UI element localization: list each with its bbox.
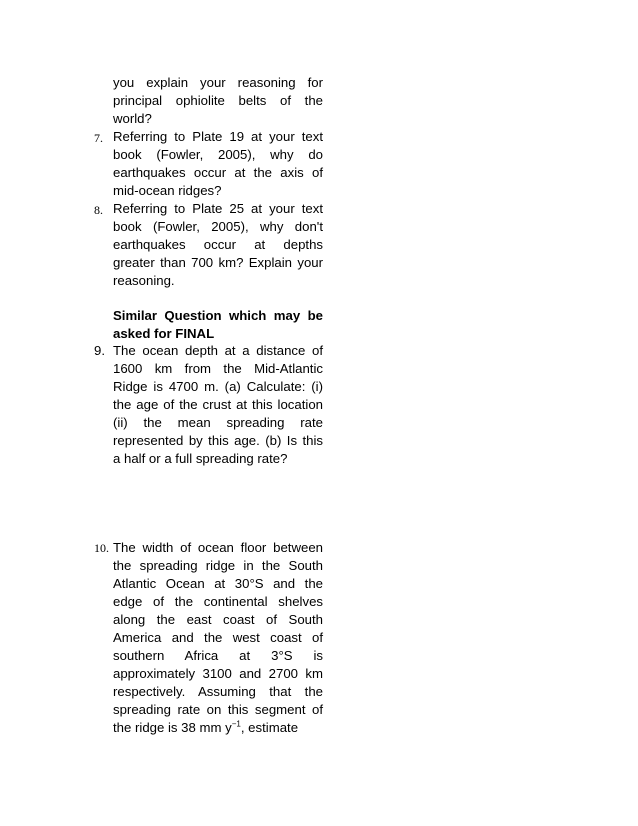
- question-9-number: 9.: [94, 343, 105, 358]
- question-8-text: Referring to Plate 25 at your text book (Fowler, 2005), why don't earthquakes occur at depths greater than 700 km? Explain your reasoning.: [113, 201, 323, 288]
- question-6-continuation: you explain your reasoning for principal ophiolite belts of the world?: [113, 75, 323, 126]
- question-7-number: 7.: [94, 131, 103, 145]
- question-8-number: 8.: [94, 203, 103, 217]
- question-10-number: 10.: [94, 541, 109, 555]
- similar-question-heading: Similar Question which may be asked for FINAL: [113, 308, 323, 341]
- question-9-text: The ocean depth at a distance of 1600 km from the Mid-Atlantic Ridge is 4700 m. (a) Calculate: (i) the age of the crust at this location (ii) the mean spreading rate represented by this age. (b) Is this a half or a full spreading rate?: [113, 343, 323, 466]
- question-7-text: Referring to Plate 19 at your text book (Fowler, 2005), why do earthquakes occur at the axis of mid-ocean ridges?: [113, 129, 323, 198]
- question-10-text: The width of ocean floor between the spreading ridge in the South Atlantic Ocean at 30°S and the edge of the continental shelves along the east coast of South America and the west coast of southern Africa at 3°S is approximately 3100 and 2700 km respectively. Assuming that the spreading rate on this segment of the ridge is 38 mm $y^{-1}$, estimate: [113, 540, 323, 735]
- unit-exponent: −1: [231, 719, 241, 729]
